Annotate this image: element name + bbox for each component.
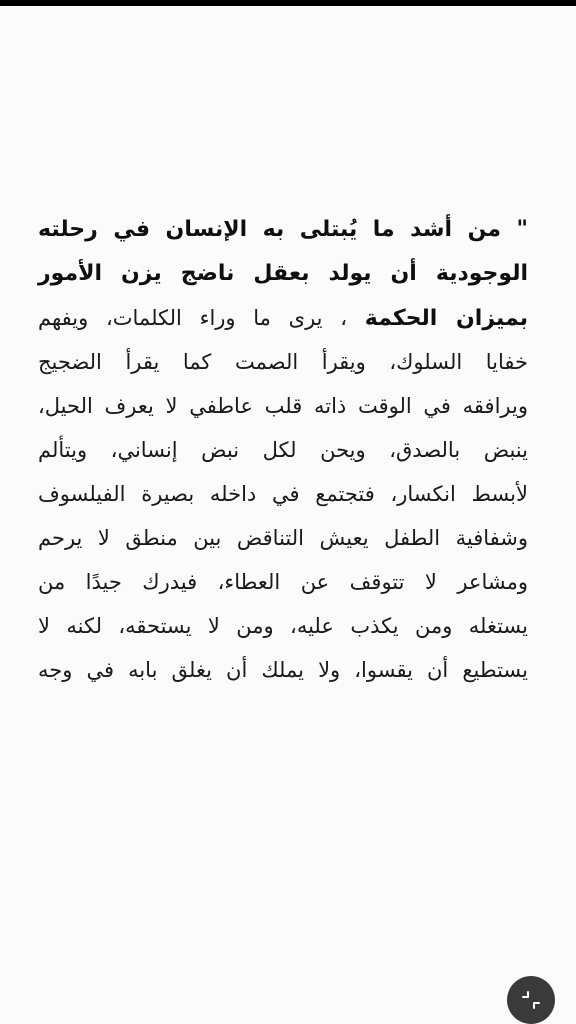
text-line-5: ويرافقه في الوقت ذاته قلب عاطفي لا يعرف الحيل، [38,394,528,418]
text-line-3 [38,296,528,340]
text-line-2: الوجودية أن يولد بعقل ناضج يزن الأمور [38,261,528,286]
bold-phrase: بميزان الحكمة [364,306,529,331]
text-line-3-rest: ، يرى ما وراء الكلمات، ويفهم [38,306,348,330]
text-line-4: خفايا السلوك، ويقرأ الصمت كما يقرأ الضجيج [38,350,528,374]
text-line-8: وشفافية الطفل يعيش التناقض بين منطق لا يرحم [38,526,528,550]
text-line-1: " من أشد ما يُبتلى به الإنسان في رحلته [38,217,528,242]
status-bar-edge [0,0,576,6]
text-line-11: يستطيع أن يقسوا، ولا يملك أن يغلق بابه في وجه [38,658,528,682]
collapse-button[interactable] [507,976,555,1024]
text-line-9: ومشاعر لا تتوقف عن العطاء، فيدرك جيدًا من [38,570,528,594]
text-line-6: ينبض بالصدق، ويحن لكل نبض إنساني، ويتألم [38,438,528,462]
text-line-10: يستغله ومن يكذب عليه، ومن لا يستحقه، لكنه لا [38,614,528,638]
collapse-icon [520,989,542,1011]
text-line-7: لأبسط انكسار، فتجتمع في داخله بصيرة الفيلسوف [38,482,528,506]
